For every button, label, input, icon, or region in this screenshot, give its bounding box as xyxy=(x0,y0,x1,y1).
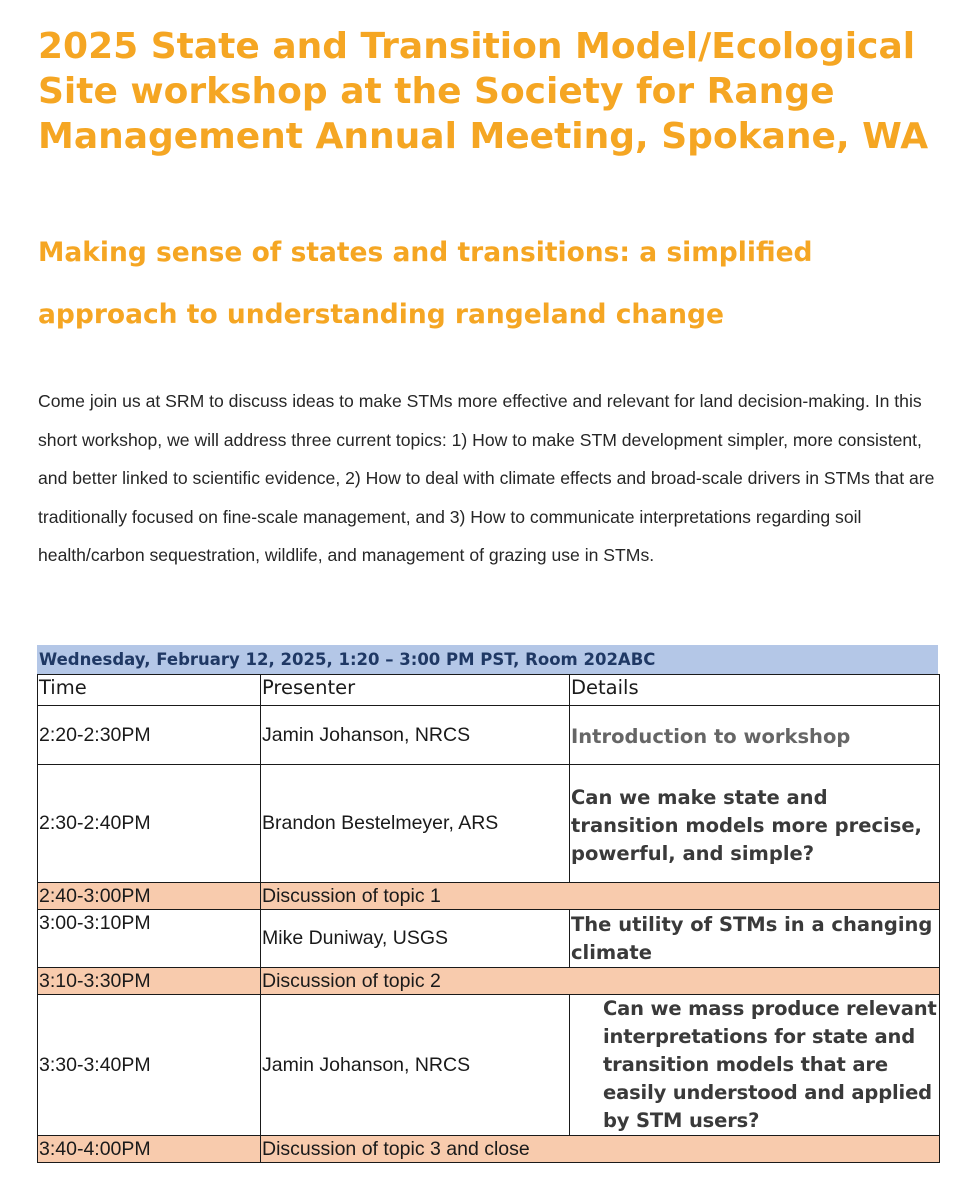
cell-time: 2:40-3:00PM xyxy=(38,883,261,910)
cell-time: 3:10-3:30PM xyxy=(38,968,261,995)
cell-time: 2:20-2:30PM xyxy=(38,706,261,765)
cell-details: Introduction to workshop xyxy=(570,706,940,765)
schedule-table xyxy=(37,674,940,1163)
table-row xyxy=(38,765,940,883)
table-row-discussion xyxy=(38,968,940,995)
cell-details: The utility of STMs in a changing climate xyxy=(570,910,940,968)
cell-presenter: Brandon Bestelmeyer, ARS xyxy=(261,765,570,883)
cell-presenter: Mike Duniway, USGS xyxy=(261,910,570,968)
table-row-discussion xyxy=(38,883,940,910)
table-row-discussion xyxy=(38,1136,940,1163)
cell-time: 3:00-3:10PM xyxy=(38,910,261,968)
cell-time: 3:40-4:00PM xyxy=(38,1136,261,1163)
table-header-row xyxy=(38,675,940,706)
cell-presenter: Jamin Johanson, NRCS xyxy=(261,706,570,765)
cell-details: Can we mass produce relevant interpretations for state and transition models that are easily understood and applied by STM users? xyxy=(570,995,940,1136)
schedule-header: Wednesday, February 12, 2025, 1:20 – 3:00 PM PST, Room 202ABC xyxy=(37,645,938,674)
intro-paragraph: Come join us at SRM to discuss ideas to make STMs more effective and relevant for land decision-making. In this short workshop, we will address three current topics: 1) How to make STM development simpler, more consistent, and better linked to scientific evidence, 2) How to deal with climate effects and broad-scale drivers in STMs that are traditionally focused on fine-scale management, and 3) How to communicate interpretations regarding soil health/carbon sequestration, wildlife, and management of grazing use in STMs. xyxy=(38,391,935,566)
cell-details: Can we make state and transition models more precise, powerful, and simple? xyxy=(570,765,940,883)
page-subtitle: Making sense of states and transitions: a simplified approach to understanding rangeland change xyxy=(38,237,813,330)
cell-discussion: Discussion of topic 3 and close xyxy=(261,1136,940,1163)
column-header-details: Details xyxy=(570,675,940,706)
table-row xyxy=(38,706,940,765)
table-row xyxy=(38,910,940,968)
column-header-presenter: Presenter xyxy=(261,675,570,706)
cell-discussion: Discussion of topic 2 xyxy=(261,968,940,995)
cell-time: 2:30-2:40PM xyxy=(38,765,261,883)
page-title: 2025 State and Transition Model/Ecological Site workshop at the Society for Range Management Annual Meeting, Spokane, WA xyxy=(38,26,929,157)
table-row xyxy=(38,995,940,1136)
cell-discussion: Discussion of topic 1 xyxy=(261,883,940,910)
cell-time: 3:30-3:40PM xyxy=(38,995,261,1136)
column-header-time: Time xyxy=(38,675,261,706)
cell-presenter: Jamin Johanson, NRCS xyxy=(261,995,570,1136)
